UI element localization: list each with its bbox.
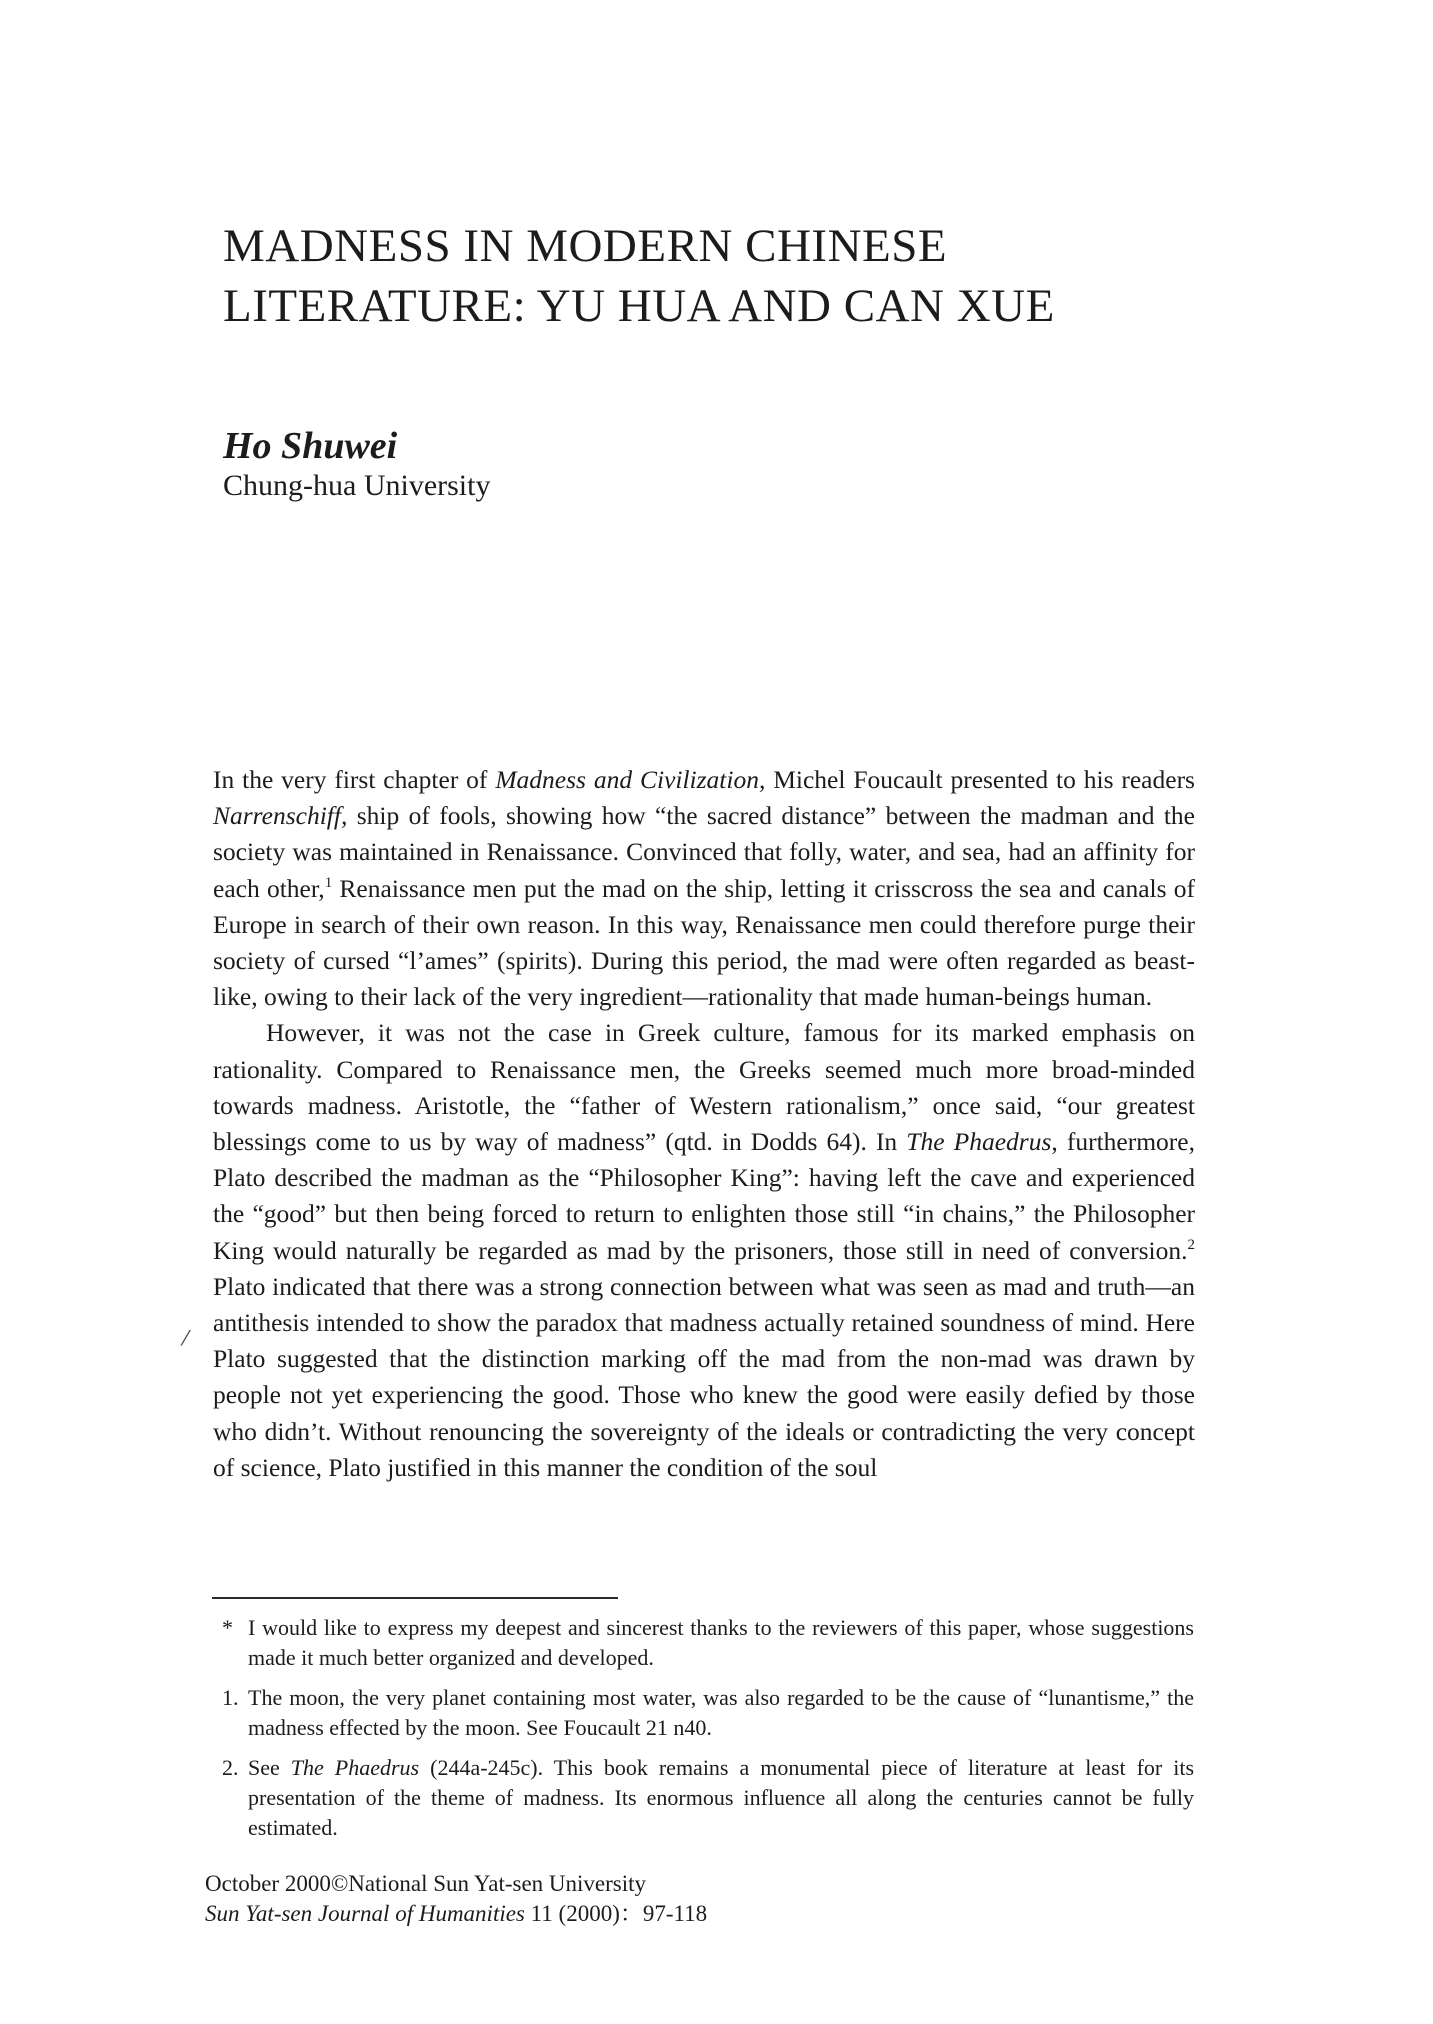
footnote-acknowledgement [222,1613,1194,1673]
journal-citation [205,1899,707,1929]
margin-pen-mark: ⁄ [184,1326,188,1350]
article-title-line-2: LITERATURE: YU HUA AND CAN XUE [223,280,1055,332]
footnote-2-number: 2. [222,1755,239,1780]
footnote-1-number: 1. [222,1685,239,1710]
paragraph-1 [213,762,1195,1015]
journal-volume-pages: 11 (2000)：97-118 [524,1901,708,1926]
footnote-2-text-b: (244a-245c). This book remains a monumental piece of literature at least for its presentation of the theme of madness. Its enormous influence all along the centuries cannot be fully estimated. [248,1755,1195,1840]
article-title [223,216,1223,336]
book-title-the-phaedrus: The Phaedrus [906,1127,1052,1157]
paragraph-1-text-b: Michel Foucault presented to his readers [765,765,1195,794]
footnote-2-text-a: See [248,1755,291,1780]
journal-name: Sun Yat-sen Journal of Humanities [205,1901,525,1926]
footnote-divider [212,1597,618,1599]
footnote-star-mark: * [222,1615,233,1640]
author-affiliation: Chung-hua University [223,469,491,502]
book-title-madness-and-civilization: Madness and Civilization, [495,765,766,794]
footnote-1-text: The moon, the very planet containing most water, was also regarded to be the cause of “lunantisme,” the madness effected by the moon. See Foucault 21 n40. [248,1685,1194,1740]
paragraph-2 [213,1015,1195,1486]
paragraph-1-text-c: ship of fools, showing how “the sacred distance” between the madman and the society was maintained in Renaissance. Convinced that folly, water, and sea, had an affinity for each other, [213,801,1195,903]
term-narrenschiff: Narrenschiff, [213,801,348,831]
article-title-line-1: MADNESS IN MODERN CHINESE [223,220,948,272]
paragraph-2-text-b: , furthermore, Plato described the madman as the “Philosopher King”: having left the cave and experienced the “good” but then being forced to return to enlighten those still “in chains,” the Philosopher King would naturally be regarded as mad by the prisoners, those still in need of conversion. [213,1127,1195,1265]
paragraph-2-text-c: Plato indicated that there was a strong connection between what was seen as mad and truth—an antithesis intended to show the paradox that madness actually retained soundness of mind. Here Plato suggested that the distinction marking off the mad from the non-mad was drawn by people not yet experiencing the good. Those who knew the good were easily defied by those who didn’t. Without renouncing the sovereignty of the ideals or contradicting the very concept of science, Plato justified in this manner the condition of the soul [213,1271,1195,1482]
article-body [213,762,1195,1486]
footnote-2-book-title: The Phaedrus [290,1755,420,1780]
footnote-ref-1[interactable]: 1 [324,874,333,891]
footnote-1 [222,1683,1194,1743]
publication-footer [205,1869,707,1929]
footnote-2 [222,1753,1194,1843]
footnote-acknowledgement-text: I would like to express my deepest and sincerest thanks to the reviewers of this paper, whose suggestions made it much better organized and developed. [248,1615,1194,1670]
author-name: Ho Shuwei [223,425,398,467]
footnotes [222,1613,1194,1853]
copyright-line: October 2000©National Sun Yat-sen University [205,1871,647,1896]
footnote-ref-2[interactable]: 2 [1187,1236,1195,1253]
paragraph-2-text-a: However, it was not the case in Greek culture, famous for its marked emphasis on rationality. Compared to Renaissance men, the Greeks seemed much more broad-minded towards madness. Aristotle, the “father of Western rationalism,” once said, “our greatest blessings come to us by way of madness” (qtd. in Dodds 64). In [213,1018,1195,1157]
paragraph-1-text-d: Renaissance men put the mad on the ship, letting it crisscross the sea and canals of Europe in search of their own reason. In this way, Renaissance men could therefore purge their society of cursed “l’ames” (spirits). During this period, the mad were often regarded as beast-like, owing to their lack of the very ingredient—rationality that made human-beings human. [213,873,1195,1012]
paragraph-1-text-a: In the very first chapter of [213,765,496,794]
